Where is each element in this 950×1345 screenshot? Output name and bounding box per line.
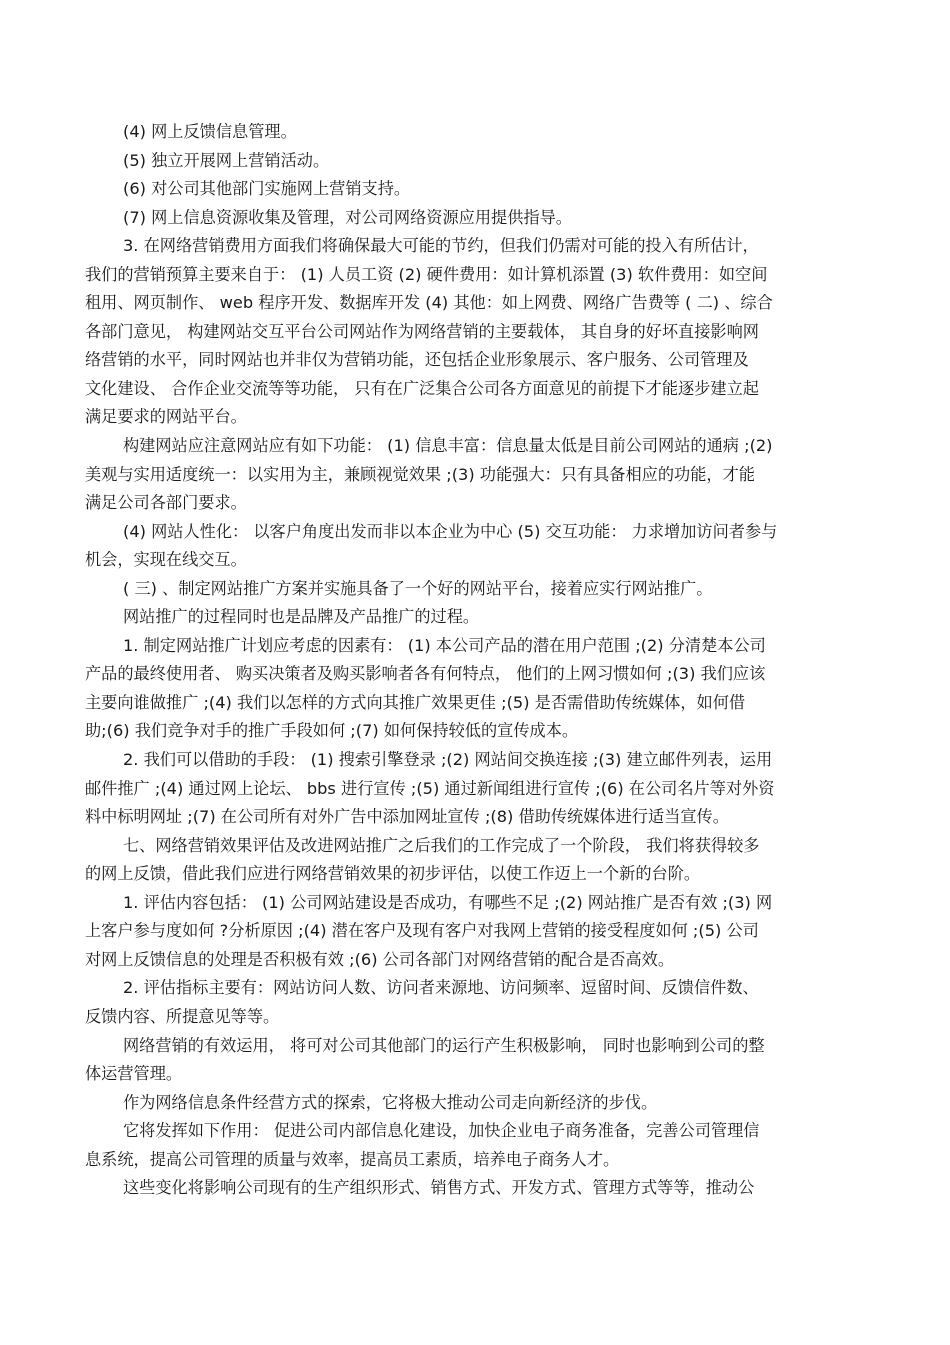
text-line: 各部门意见， 构建网站交互平台公司网站作为网络营销的主要载体， 其自身的好坏直接影响网 (85, 321, 759, 341)
text-line: 主要向谁做推广 ;(4) 我们以怎样的方式向其推广效果更佳 ;(5) 是否需借助传统媒体，如何借 (85, 692, 746, 712)
text-line: 七、网络营销效果评估及改进网站推广之后我们的工作完成了一个阶段， 我们将获得较多 (123, 835, 760, 855)
text-line: 这些变化将影响公司现有的生产组织形式、销售方式、开发方式、管理方式等等，推动公 (123, 1178, 755, 1198)
text-line: 构建网站应注意网站应有如下功能： (1) 信息丰富：信息量太低是目前公司网站的通病 ;(2) (123, 436, 773, 456)
text-line: ( 三) 、制定网站推广方案并实施具备了一个好的网站平台，接着应实行网站推广。 (123, 578, 713, 598)
text-line: (5) 独立开展网上营销活动。 (123, 150, 330, 170)
text-line: 1. 评估内容包括： (1) 公司网站建设是否成功，有哪些不足 ;(2) 网站推广是否有效 ;(3) 网 (123, 892, 773, 912)
text-line: 它将发挥如下作用： 促进公司内部信息化建设，加快企业电子商务准备，完善公司管理信 (123, 1121, 760, 1141)
text-line: 料中标明网址 ;(7) 在公司所有对外广告中添加网址宣传 ;(8) 借助传统媒体进行适当宣传。 (85, 807, 729, 827)
text-line: 2. 评估指标主要有：网站访问人数、访问者来源地、访问频率、逗留时间、反馈信件数、 (123, 978, 759, 998)
text-line: 反馈内容、所提意见等等。 (85, 1006, 280, 1026)
text-line: 租用、网页制作、 web 程序开发、数据库开发 (4) 其他：如上网费、网络广告费等 ( 二) 、综合 (85, 293, 773, 313)
text-line: 息系统，提高公司管理的质量与效率，提高员工素质，培养电子商务人才。 (85, 1149, 620, 1169)
text-line: 对网上反馈信息的处理是否积极有效 ;(6) 公司各部门对网络营销的配合是否高效。 (85, 949, 675, 969)
text-line: 网络营销的有效运用， 将可对公司其他部门的运行产生积极影响， 同时也影响到公司的整 (123, 1035, 765, 1055)
text-line: 满足公司各部门要求。 (85, 493, 247, 513)
text-line: 邮件推广 ;(4) 通过网上论坛、 bbs 进行宣传 ;(5) 通过新闻组进行宣传 ;(6) 在公司名片等对外资 (85, 778, 775, 798)
text-line: 美观与实用适度统一：以实用为主，兼顾视觉效果 ;(3) 功能强大：只有具备相应的功能，才能 (85, 464, 755, 484)
document-body (85, 118, 875, 1203)
text-line: 文化建设、 合作企业交流等等功能， 只有在广泛集合公司各方面意见的前提下才能逐步建立起 (85, 378, 759, 398)
text-line: (4) 网上反馈信息管理。 (123, 122, 297, 141)
text-line: 作为网络信息条件经营方式的探索，它将极大推动公司走向新经济的步伐。 (123, 1092, 658, 1112)
text-line: 产品的最终使用者、 购买决策者及购买影响者各有何特点， 他们的上网习惯如何 ;(3) 我们应该 (85, 664, 766, 684)
text-line: 1. 制定网站推广计划应考虑的因素有： (1) 本公司产品的潜在用户范围 ;(2) 分清楚本公司 (123, 635, 766, 655)
text-line: 2. 我们可以借助的手段： (1) 搜索引擎登录 ;(2) 网站间交换连接 ;(3) 建立邮件列表，运用 (123, 750, 773, 770)
text-line: 上客户参与度如何 ?分析原因 ;(4) 潜在客户及现有客户对我网上营销的接受程度如何 ;(5) 公司 (85, 921, 759, 941)
text-line: (4) 网站人性化： 以客户角度出发而非以本企业为中心 (5) 交互功能： 力求增加访问者参与 (123, 521, 778, 541)
text-line: (6) 对公司其他部门实施网上营销支持。 (123, 179, 411, 199)
text-line: 我们的营销预算主要来自于： (1) 人员工资 (2) 硬件费用：如计算机添置 (3) 软件费用：如空间 (85, 264, 768, 284)
text-line: 络营销的水平，同时网站也并非仅为营销功能，还包括企业形象展示、客户服务、公司管理及 (85, 350, 749, 370)
text-line: 体运营管理。 (85, 1064, 183, 1084)
text-line: 助;(6) 我们竞争对手的推广手段如何 ;(7) 如何保持较低的宣传成本。 (85, 721, 579, 741)
text-line: 3. 在网络营销费用方面我们将确保最大可能的节约，但我们仍需对可能的投入有所估计， (123, 236, 759, 256)
text-line: (7) 网上信息资源收集及管理，对公司网络资源应用提供指导。 (123, 207, 572, 227)
text-line: 网站推广的过程同时也是品牌及产品推广的过程。 (123, 607, 480, 627)
text-line: 的网上反馈，借此我们应进行网络营销效果的初步评估，以使工作迈上一个新的台阶。 (85, 864, 701, 884)
text-line: 满足要求的网站平台。 (85, 407, 247, 427)
text-line: 机会，实现在线交互。 (85, 550, 247, 570)
